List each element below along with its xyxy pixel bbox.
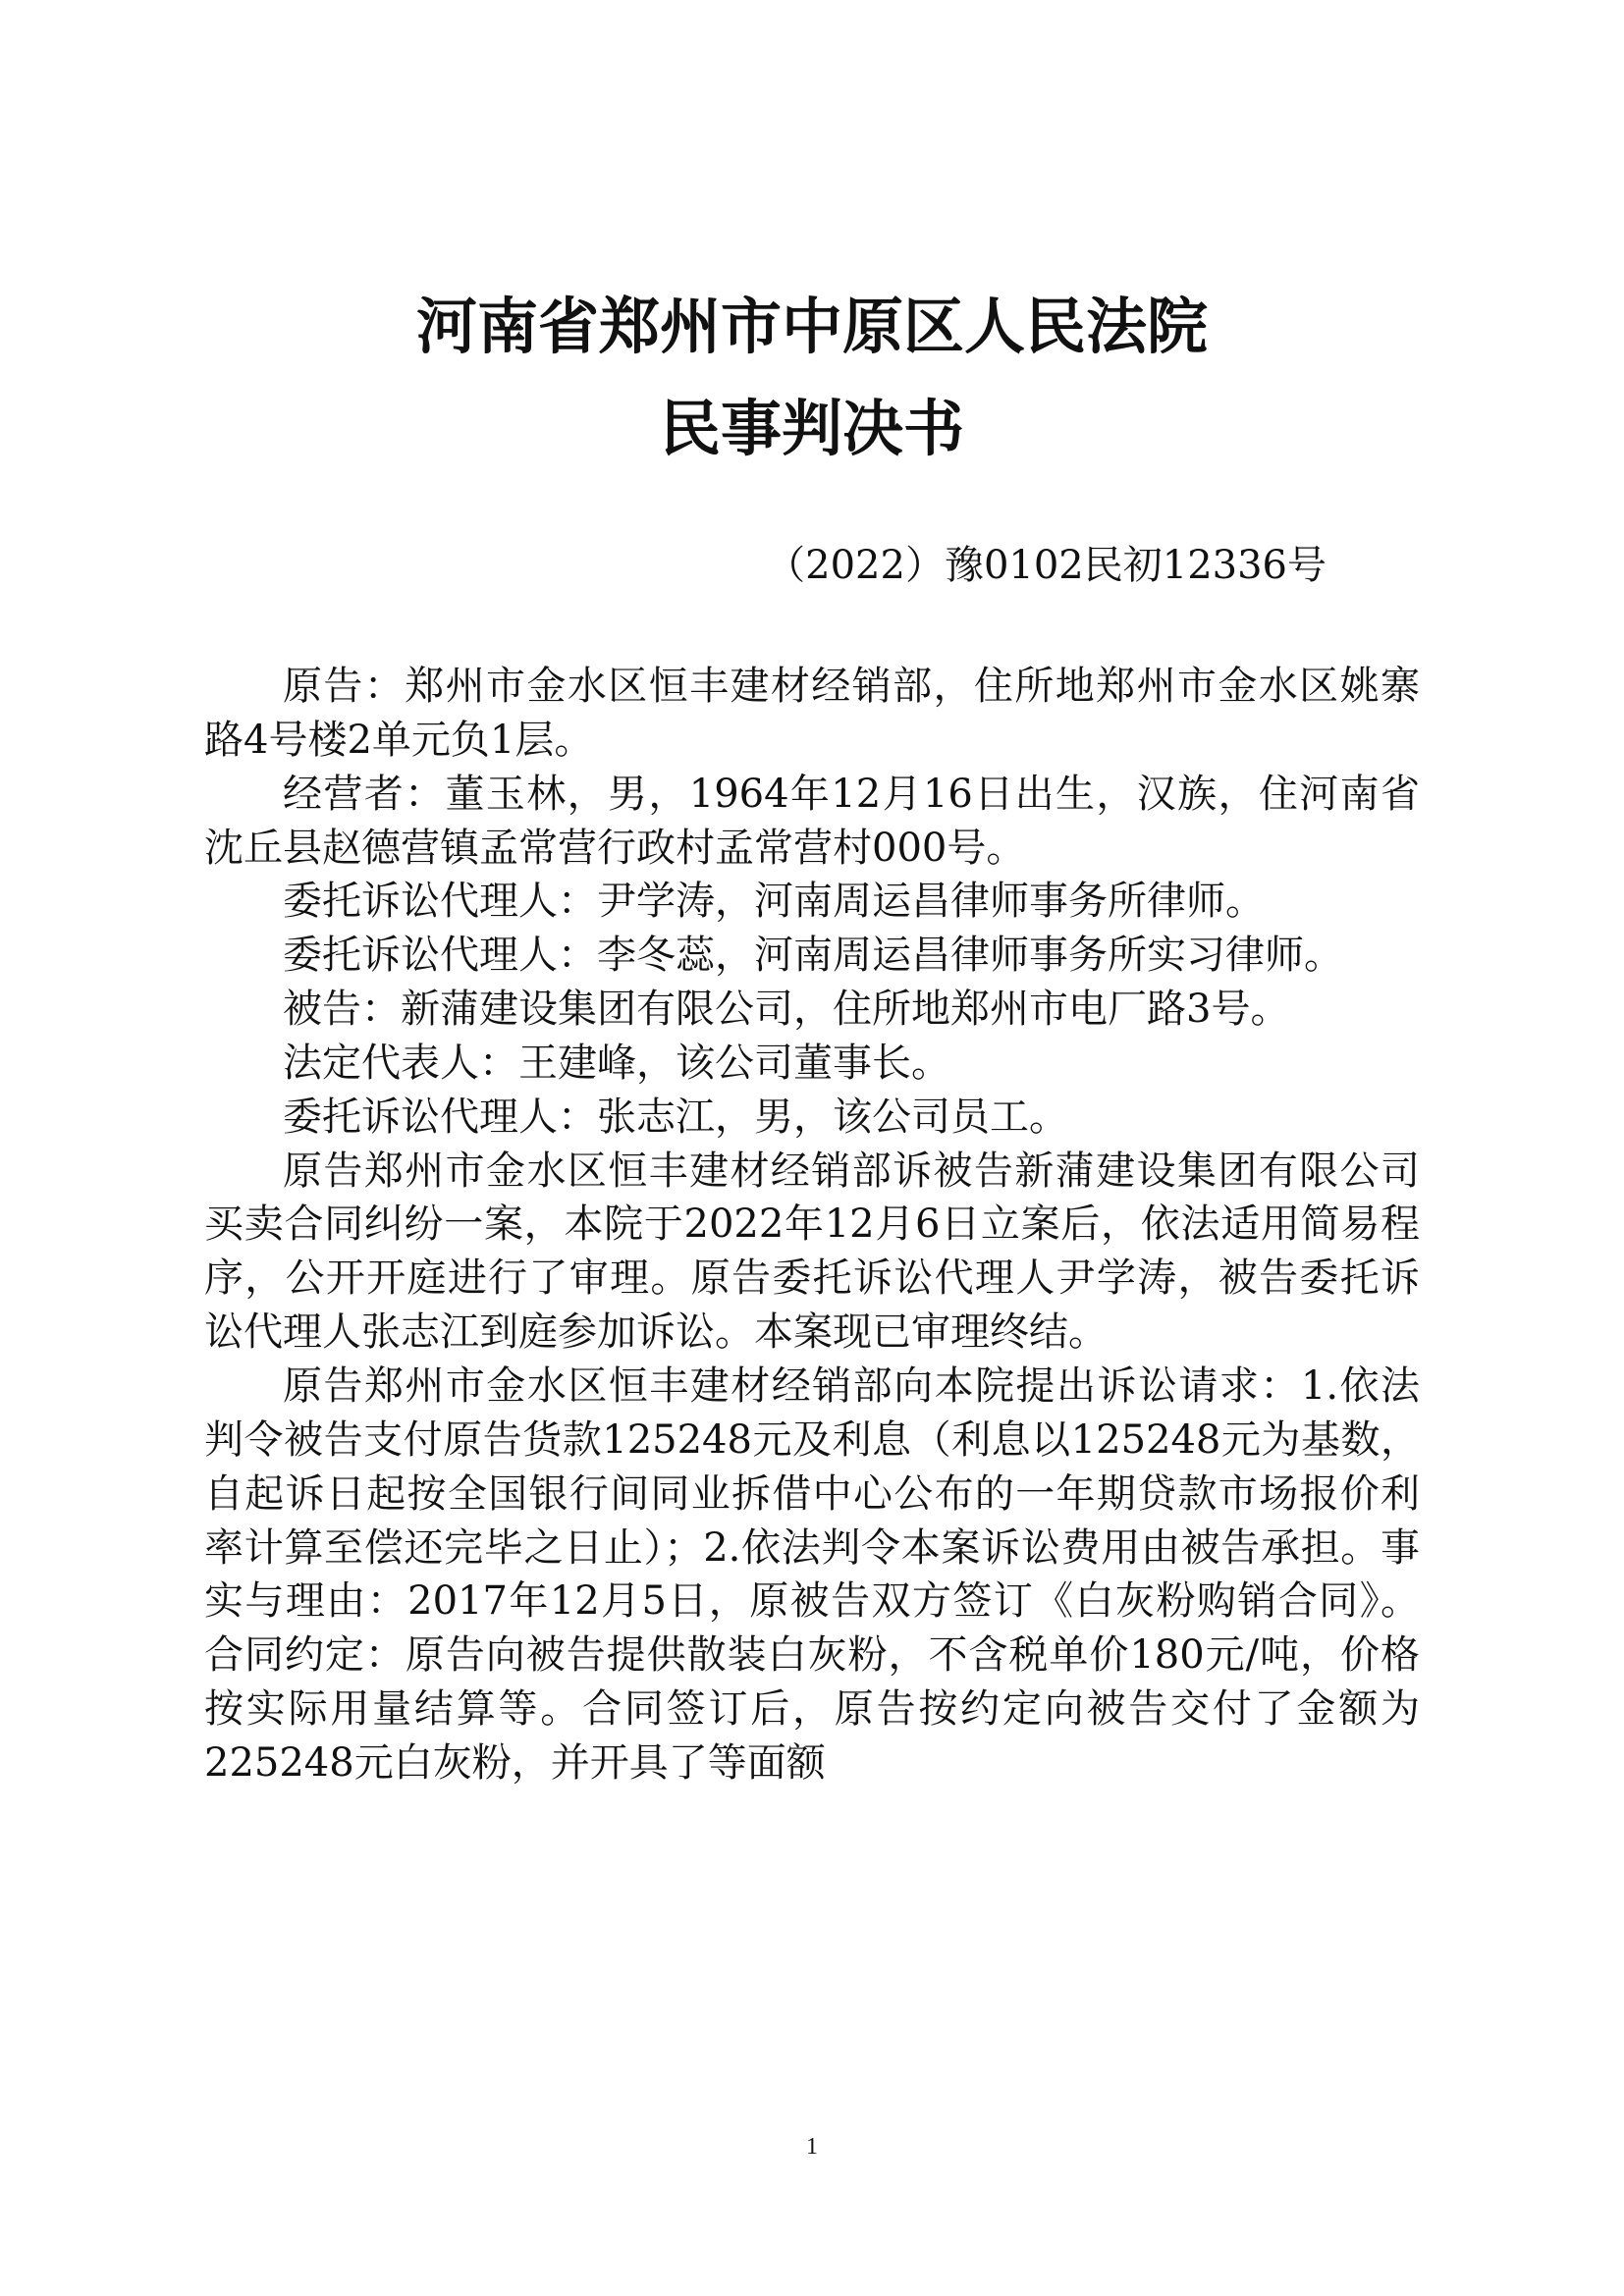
case-overview-paragraph: 原告郑州市金水区恒丰建材经销部诉被告新蒲建设集团有限公司买卖合同纠纷一案，本院于2022年12月6日立案后，依法适用简易程序，公开开庭进行了审理。原告委托诉讼代理人尹学涛，被告委托诉讼代理人张志江到庭参加诉讼。本案现已审理终结。 — [204, 1148, 1420, 1356]
defendant-agent-paragraph: 委托诉讼代理人：张志江，男，该公司员工。 — [283, 1094, 1068, 1140]
court-name: 河南省郑州市中原区人民法院 — [415, 291, 1208, 362]
plaintiff-agent-paragraph: 委托诉讼代理人：李冬蕊，河南周运昌律师事务所实习律师。 — [283, 933, 1343, 979]
operator-paragraph: 经营者：董玉林，男，1964年12月16日出生，汉族，住河南省沈丘县赵德营镇孟常营行政村孟常营村000号。 — [204, 771, 1420, 871]
case-number: （2022）豫0102民初12336号 — [766, 543, 1326, 588]
plaintiff-agent-paragraph: 委托诉讼代理人：尹学涛，河南周运昌律师事务所律师。 — [283, 879, 1265, 925]
plaintiff-paragraph: 原告：郑州市金水区恒丰建材经销部，住所地郑州市金水区姚寨路4号楼2单元负1层。 — [204, 664, 1420, 763]
judgment-body — [204, 660, 1420, 1790]
legal-representative-paragraph: 法定代表人：王建峰，该公司董事长。 — [283, 1040, 950, 1086]
document-type: 民事判决书 — [659, 393, 964, 464]
claims-paragraph: 原告郑州市金水区恒丰建材经销部向本院提出诉讼请求：1.依法判令被告支付原告货款125248元及利息（利息以125248元为基数，自起诉日起按全国银行间同业拆借中心公布的一年期贷款市场报价利率计算至偿还完毕之日止）；2.依法判令本案诉讼费用由被告承担。事实与理由：2017年12月5日，原被告双方签订《白灰粉购销合同》。合同约定：原告向被告提供散装白灰粉，不含税单价180元/吨，价格按实际用量结算等。合同签订后，原告按约定向被告交付了金额为225248元白灰粉，并开具了等面额 — [204, 1362, 1420, 1786]
page-number: 1 — [806, 2134, 818, 2160]
defendant-paragraph: 被告：新蒲建设集团有限公司，住所地郑州市电厂路3号。 — [283, 987, 1290, 1033]
